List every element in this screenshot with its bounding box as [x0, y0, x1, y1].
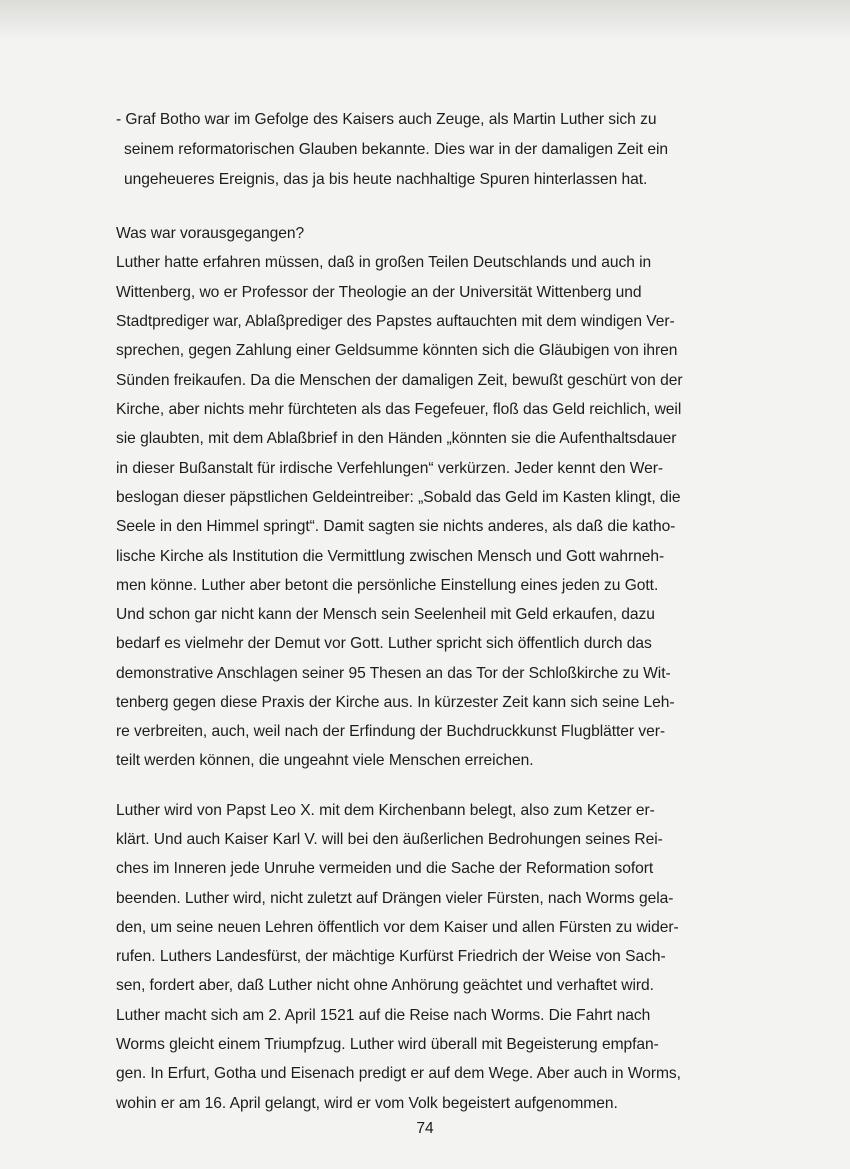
paragraph-line: sie glaubten, mit dem Ablaßbrief in den Händen „könnten sie die Aufenthaltsdauer — [116, 430, 677, 447]
paragraph-line: den, um seine neuen Lehren öffentlich vor dem Kaiser und allen Fürsten zu wider- — [116, 919, 679, 936]
paragraph-line: Luther hatte erfahren müssen, daß in großen Teilen Deutschlands und auch in — [116, 254, 652, 271]
paragraph-line: beenden. Luther wird, nicht zuletzt auf Drängen vieler Fürsten, nach Worms gela- — [116, 890, 674, 907]
paragraph-line: ches im Inneren jede Unruhe vermeiden und die Sache der Reformation sofort — [116, 860, 654, 877]
paragraph-line: wohin er am 16. April gelangt, wird er vom Volk begeistert aufgenommen. — [116, 1095, 618, 1112]
paragraph-line: demonstrative Anschlagen seiner 95 Thesen an das Tor der Schloßkirche zu Wit- — [116, 665, 671, 682]
paragraph-line: Und schon gar nicht kann der Mensch sein Seelenheil mit Geld erkaufen, dazu — [116, 606, 655, 623]
paragraph-line: Luther wird von Papst Leo X. mit dem Kirchenbann belegt, also zum Ketzer er- — [116, 802, 655, 819]
paragraph-line: teilt werden können, die ungeahnt viele Menschen erreichen. — [116, 752, 534, 769]
bullet-line: seinem reformatorischen Glauben bekannte. Dies war in der damaligen Zeit ein — [124, 141, 668, 158]
paragraph-line: Wittenberg, wo er Professor der Theologie an der Universität Wittenberg und — [116, 284, 642, 301]
paragraph-line: rufen. Luthers Landesfürst, der mächtige Kurfürst Friedrich der Weise von Sach- — [116, 948, 666, 965]
paragraph-line: sen, fordert aber, daß Luther nicht ohne Anhörung geächtet und verhaftet wird. — [116, 977, 654, 994]
bullet-line: - Graf Botho war im Gefolge des Kaisers auch Zeuge, als Martin Luther sich zu — [116, 111, 657, 128]
paragraph-line: klärt. Und auch Kaiser Karl V. will bei den äußerlichen Bedrohungen seines Rei- — [116, 831, 663, 848]
paragraph-line: men könne. Luther aber betont die persönliche Einstellung eines jeden zu Gott. — [116, 577, 659, 594]
bullet-line: ungeheueres Ereignis, das ja bis heute nachhaltige Spuren hinterlassen hat. — [124, 171, 648, 188]
paragraph-line: lische Kirche als Institution die Vermittlung zwischen Mensch und Gott wahrneh- — [116, 548, 665, 565]
paragraph-line: Stadtprediger war, Ablaßprediger des Papstes auftauchten mit dem windigen Ver- — [116, 313, 675, 330]
paragraph-line: Sünden freikaufen. Da die Menschen der damaligen Zeit, bewußt geschürt von der — [116, 372, 683, 389]
paragraph-line: bedarf es vielmehr der Demut vor Gott. Luther spricht sich öffentlich durch das — [116, 635, 652, 652]
paragraph-line: Kirche, aber nichts mehr fürchteten als das Fegefeuer, floß das Geld reichlich, weil — [116, 401, 682, 418]
paragraph-line: sprechen, gegen Zahlung einer Geldsumme könnten sich die Gläubigen von ihren — [116, 342, 678, 359]
paragraph-line: tenberg gegen diese Praxis der Kirche aus. In kürzester Zeit kann sich seine Leh- — [116, 694, 675, 711]
paragraph-line: Luther macht sich am 2. April 1521 auf die Reise nach Worms. Die Fahrt nach — [116, 1007, 651, 1024]
page-number: 74 — [416, 1120, 434, 1137]
paragraph-line: beslogan dieser päpstlichen Geldeintreiber: „Sobald das Geld im Kasten klingt, die — [116, 489, 681, 506]
paragraph-line: Seele in den Himmel springt“. Damit sagten sie nichts anderes, als daß die katho- — [116, 518, 676, 535]
section-heading: Was war vorausgegangen? — [116, 225, 305, 242]
paragraph-line: gen. In Erfurt, Gotha und Eisenach predigt er auf dem Wege. Aber auch in Worms, — [116, 1065, 681, 1082]
paragraph-line: Worms gleicht einem Triumpfzug. Luther wird überall mit Begeisterung empfan- — [116, 1036, 659, 1053]
paragraph-line: in dieser Bußanstalt für irdische Verfehlungen“ verkürzen. Jeder kennt den Wer- — [116, 460, 664, 477]
paragraph-line: re verbreiten, auch, weil nach der Erfindung der Buchdruckkunst Flugblätter ver- — [116, 723, 665, 740]
